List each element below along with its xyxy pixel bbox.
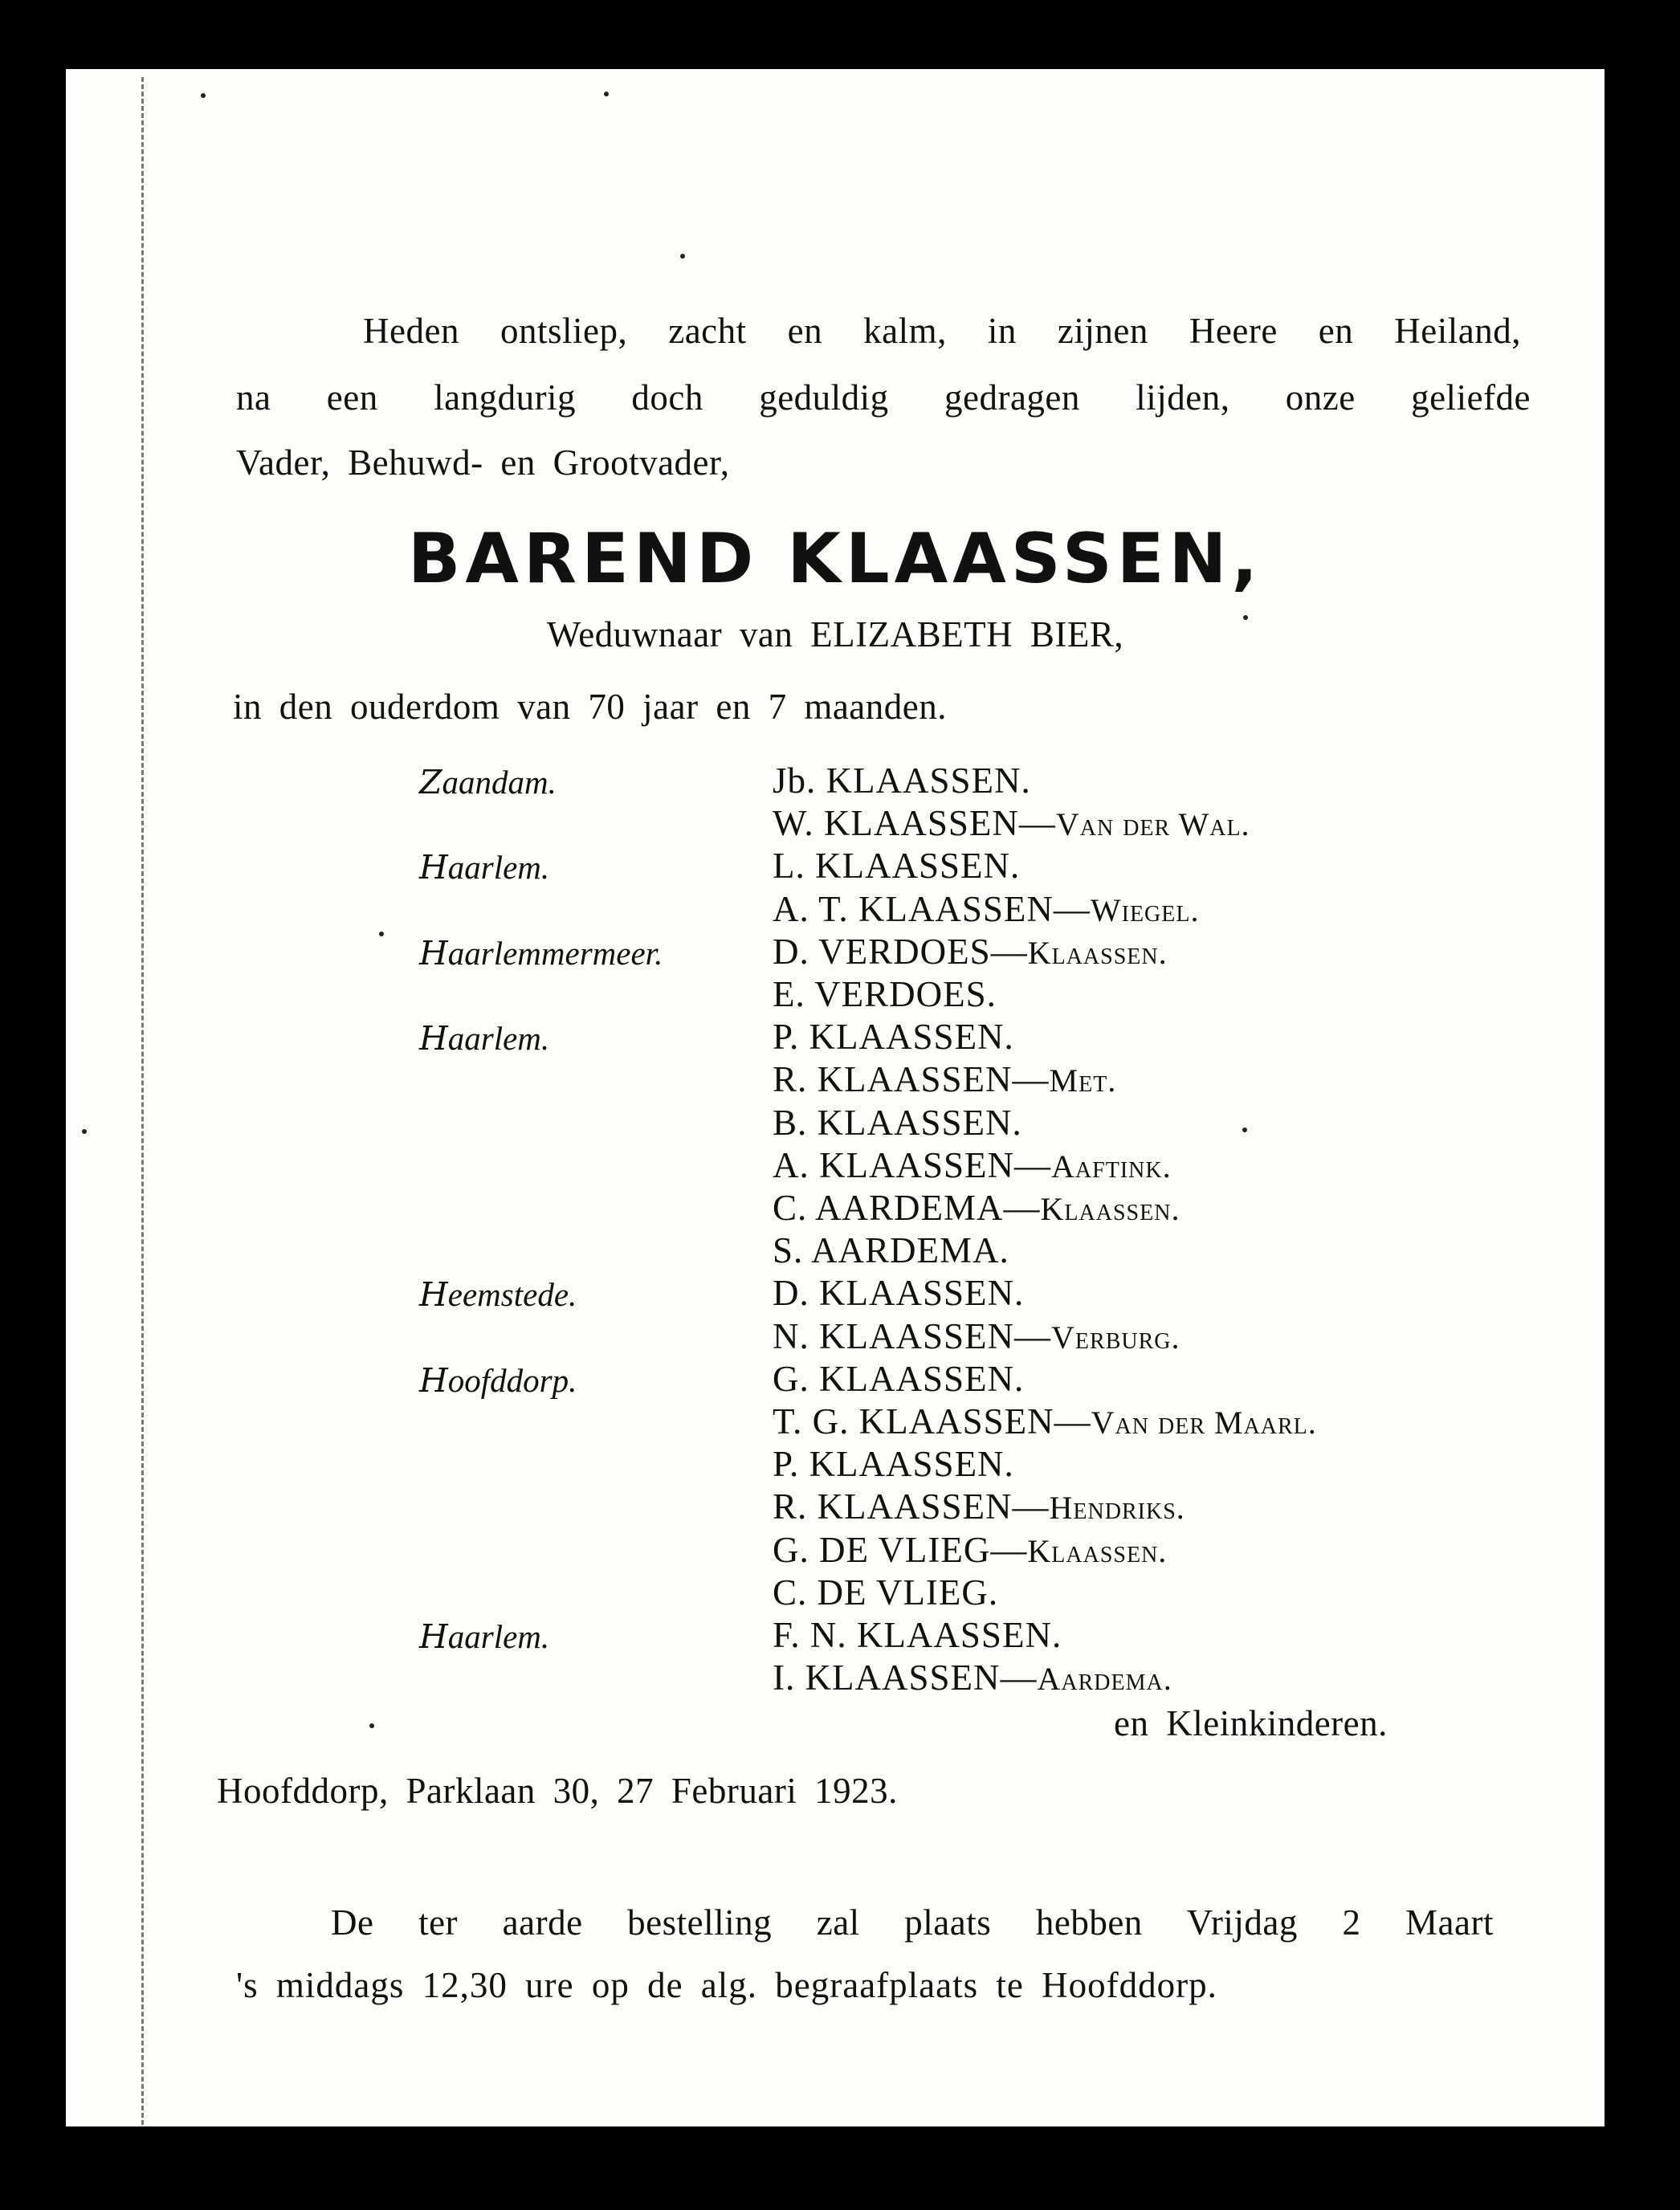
scan-speck	[369, 1723, 374, 1728]
member-name: I. KLAASSEN—	[773, 1658, 1038, 1698]
member-name: N. KLAASSEN—	[773, 1315, 1052, 1356]
intro-line-3: Vader, Behuwd- en Grootvader,	[236, 442, 730, 483]
place-date-line: Hoofddorp, Parklaan 30, 27 Februari 1923.	[217, 1771, 898, 1811]
place-label: Haarlemmermeer.	[419, 933, 663, 972]
member-name: Jb. KLAASSEN.	[773, 760, 1031, 801]
family-member	[773, 802, 1250, 844]
family-member	[773, 1272, 1024, 1314]
member-married-name: Aaftink.	[1051, 1148, 1172, 1185]
family-member	[773, 1401, 1317, 1442]
family-member	[773, 1229, 1009, 1271]
member-married-name: Klaassen.	[1040, 1191, 1180, 1227]
member-name: F. N. KLAASSEN.	[773, 1615, 1062, 1655]
family-member	[773, 845, 1020, 887]
member-name: C. DE VLIEG.	[773, 1572, 999, 1613]
member-name: L. KLAASSEN.	[773, 846, 1021, 887]
scan-speck	[1242, 1127, 1247, 1132]
member-name: B. KLAASSEN.	[773, 1102, 1022, 1143]
member-name: G. DE VLIEG—	[773, 1529, 1028, 1570]
family-member	[773, 973, 997, 1015]
place-label: Zaandam.	[419, 763, 557, 801]
place-label: Hoofddorp.	[419, 1360, 577, 1400]
funeral-line-2: 's middags 12,30 ure op de alg. begraafplaats te Hoofddorp.	[236, 1965, 1217, 2005]
scan-speck	[1243, 615, 1248, 620]
member-married-name: Van der Wal.	[1055, 806, 1250, 843]
member-married-name: Aardema.	[1037, 1661, 1172, 1698]
member-name: W. KLAASSEN—	[773, 803, 1056, 844]
member-married-name: Van der Maarl.	[1091, 1405, 1317, 1441]
scan-speck	[82, 1129, 87, 1134]
member-name: S. AARDEMA.	[773, 1230, 1009, 1271]
place-label: Haarlem.	[419, 848, 550, 887]
scan-speck	[379, 932, 384, 936]
scan-speck	[604, 92, 609, 96]
member-name: R. KLAASSEN—	[773, 1486, 1050, 1527]
member-married-name: Wiegel.	[1090, 891, 1200, 928]
death-notice-card	[66, 69, 1605, 2126]
place-label: Haarlem.	[419, 1019, 550, 1058]
member-name: D. KLAASSEN.	[773, 1273, 1025, 1314]
grandchildren-line: en Kleinkinderen.	[1114, 1703, 1388, 1743]
member-name: D. VERDOES—	[773, 931, 1028, 972]
deceased-name: BAREND KLAASSEN,	[407, 519, 1263, 599]
family-member	[773, 1529, 1167, 1571]
family-member	[773, 1016, 1014, 1058]
widower-line: Weduwnaar van ELIZABETH BIER,	[546, 614, 1124, 654]
member-name: P. KLAASSEN.	[773, 1444, 1014, 1485]
family-member	[773, 1144, 1172, 1186]
member-name: A. T. KLAASSEN—	[773, 888, 1091, 929]
scan-speck	[680, 254, 685, 259]
member-name: G. KLAASSEN.	[773, 1358, 1025, 1399]
member-name: T. G. KLAASSEN—	[773, 1401, 1091, 1441]
family-member	[773, 760, 1031, 801]
member-name: P. KLAASSEN.	[773, 1017, 1014, 1058]
member-married-name: Met.	[1049, 1062, 1117, 1099]
family-member	[773, 931, 1168, 972]
family-member	[773, 1315, 1180, 1357]
scan-speck	[201, 93, 206, 98]
funeral-line-1: De ter aarde bestelling zal plaats hebben Vrijdag 2 Maart	[331, 1902, 1494, 1943]
family-member	[773, 1443, 1014, 1485]
place-label: Heemstede.	[419, 1275, 577, 1315]
member-name: E. VERDOES.	[773, 974, 997, 1014]
scan-edge-line	[141, 77, 144, 2125]
member-name: A. KLAASSEN—	[773, 1144, 1052, 1185]
family-member	[773, 888, 1199, 930]
family-member	[773, 1486, 1185, 1527]
family-member	[773, 1572, 998, 1613]
age-line: in den ouderdom van 70 jaar en 7 maanden.	[233, 687, 947, 727]
place-label: Haarlem.	[419, 1617, 550, 1656]
member-name: R. KLAASSEN—	[773, 1059, 1050, 1100]
member-married-name: Hendriks.	[1049, 1490, 1185, 1527]
family-member	[773, 1657, 1172, 1698]
intro-line-2: na een langdurig doch geduldig gedragen lijden, onze geliefde	[236, 377, 1531, 418]
intro-line-1: Heden ontsliep, zacht en kalm, in zijnen Heere en Heiland,	[363, 311, 1521, 351]
family-member	[773, 1614, 1062, 1656]
family-member	[773, 1187, 1180, 1229]
family-member	[773, 1058, 1116, 1100]
member-married-name: Verburg.	[1051, 1319, 1180, 1356]
family-member	[773, 1358, 1024, 1400]
member-married-name: Klaassen.	[1027, 934, 1168, 971]
family-member	[773, 1102, 1022, 1144]
member-married-name: Klaassen.	[1027, 1532, 1168, 1569]
member-name: C. AARDEMA—	[773, 1188, 1041, 1228]
